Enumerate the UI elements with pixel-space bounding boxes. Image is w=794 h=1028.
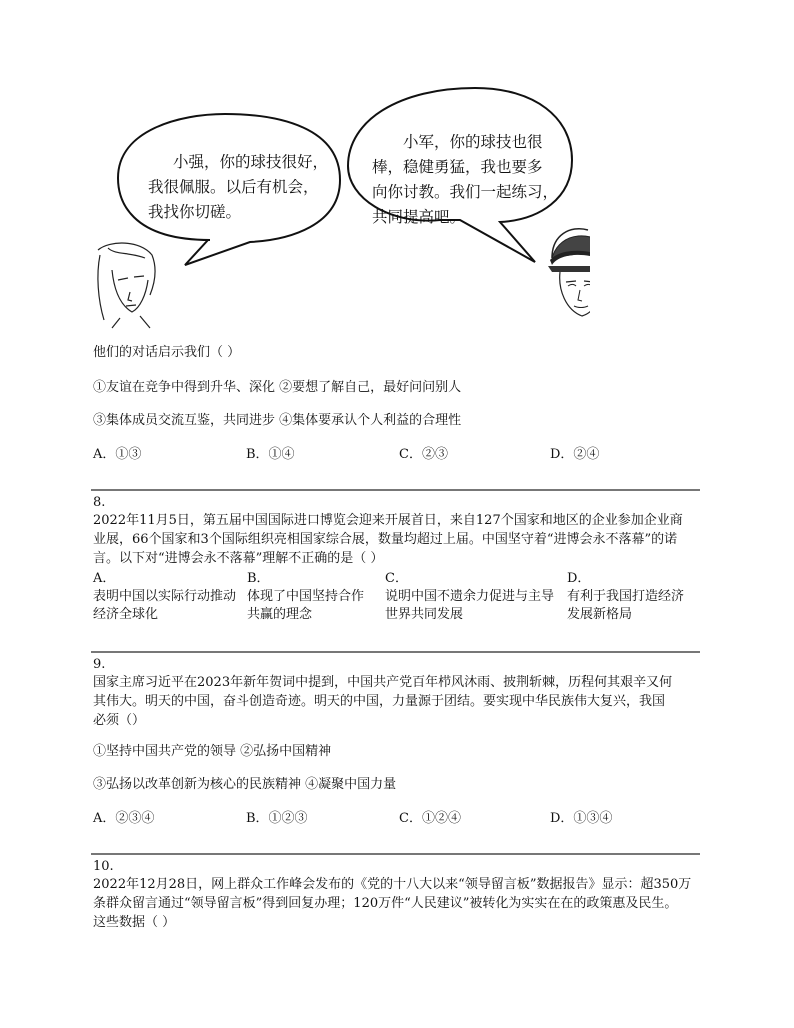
q10-stem-line: 2022年12月28日，网上群众工作峰会发布的《党的十八大以来“领导留言板”数据报告》显示：超350万 [93, 877, 692, 892]
q7-item: ③集体成员交流互鉴，共同进步 ④集体要承认个人利益的合理性 [93, 413, 462, 428]
q9-option-d[interactable]: D．①③④ [550, 811, 613, 826]
boy-figure-icon [548, 229, 590, 316]
q7-option-a[interactable]: A．①③ [93, 447, 142, 462]
question-divider [91, 489, 700, 491]
right-bubble-line: 向你讨教。我们一起练习， [372, 183, 559, 201]
option-letter: B． [247, 571, 270, 586]
option-letter: C． [385, 571, 408, 586]
q10-stem-line: 条群众留言通过“领导留言板”得到回复办理；120万件“人民建议”被转化为实实在在的政策惠及民生。 [93, 896, 678, 911]
q9-item: ③弘扬以改革创新为核心的民族精神 ④凝聚中国力量 [93, 777, 397, 792]
left-bubble-line: 我很佩服。以后有机会， [148, 178, 319, 196]
option-letter: A． [93, 571, 116, 586]
q8-stem-line: 2022年11月5日，第五届中国国际进口博览会迎来开展首日，来自127个国家和地区的企业参加企业商 [93, 513, 683, 528]
q7-item: ①友谊在竞争中得到升华、深化 ②要想了解自己，最好问问别人 [93, 380, 462, 395]
q9-item: ①坚持中国共产党的领导 ②弘扬中国精神 [93, 744, 332, 759]
q7-option-d[interactable]: D．②④ [550, 447, 600, 462]
left-bubble-line: 我找你切磋。 [148, 203, 242, 221]
left-bubble-line: 小强，你的球技很好， [173, 153, 329, 171]
q7-stem: 他们的对话启示我们（ ） [93, 345, 241, 360]
option-letter: D． [567, 571, 591, 586]
option-text: 说明中国不遗余力促进与主导 [385, 589, 555, 604]
q9-stem-line: 必须（） [93, 713, 146, 728]
q8-option-a[interactable] [93, 570, 236, 624]
q8-number: 8. [93, 495, 106, 510]
right-bubble-text [372, 130, 582, 230]
right-bubble-line: 共同提高吧。 [372, 208, 466, 226]
q9-option-b[interactable]: B．①②③ [246, 811, 308, 826]
q8-option-b[interactable] [247, 570, 364, 624]
right-bubble-line: 小军，你的球技也很 [403, 133, 543, 151]
option-text: 表明中国以实际行动推动 [93, 589, 237, 604]
q9-stem-line: 国家主席习近平在2023年新年贺词中提到，中国共产党百年栉风沐雨、披荆斩棘，历程何其艰辛又何 [93, 675, 673, 690]
q9-option-c[interactable]: C．①②④ [399, 811, 461, 826]
option-text: 经济全球化 [93, 607, 159, 622]
q8-option-c[interactable] [385, 570, 554, 624]
option-text: 世界共同发展 [385, 607, 464, 622]
q7-option-b[interactable]: B．①④ [246, 447, 295, 462]
q9-option-a[interactable]: A．②③④ [93, 811, 155, 826]
option-text: 体现了中国坚持合作 [247, 589, 365, 604]
left-bubble-text [148, 150, 348, 225]
q8-stem-line: 言。以下对“进博会永不落幕”理解不正确的是（ ） [93, 551, 384, 566]
option-text: 共赢的理念 [247, 607, 313, 622]
q8-option-d[interactable] [567, 570, 684, 624]
q8-stem-line: 业展，66个国家和3个国际组织亮相国家综合展，数量均超过上届。中国坚守着“进博会永不落幕”的诺 [93, 532, 678, 547]
right-bubble-line: 棒，稳健勇猛，我也要多 [372, 158, 543, 176]
girl-figure-icon [98, 243, 155, 328]
q10-stem-line: 这些数据（ ） [93, 915, 176, 930]
q9-number: 9. [93, 657, 106, 672]
q7-option-c[interactable]: C．②③ [399, 447, 448, 462]
option-text: 有利于我国打造经济 [567, 589, 685, 604]
option-text: 发展新格局 [567, 607, 633, 622]
question-divider [91, 651, 700, 653]
question-divider [91, 853, 700, 855]
q9-stem-line: 其伟大。明天的中国，奋斗创造奇迹。明天的中国，力量源于团结。要实现中华民族伟大复兴，我国 [93, 694, 666, 709]
q10-number: 10. [93, 859, 114, 874]
